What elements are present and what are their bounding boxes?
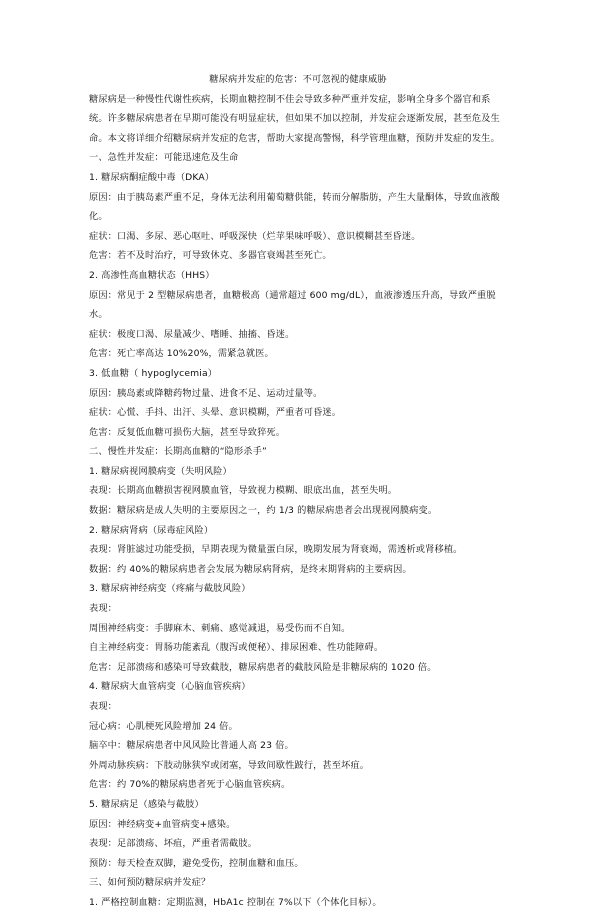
retinopathy-signs: 表现：长期高血糖损害视网膜血管，导致视力模糊、眼底出血，甚至失明。 (89, 485, 398, 497)
document-page (89, 70, 507, 913)
nephropathy-data: 数据：约 40%的糖尿病患者会发展为糖尿病肾病，是终末期肾病的主要病因。 (89, 563, 412, 575)
hypoglycemia-symptoms: 症状：心慌、手抖、出汗、头晕、意识模糊，严重者可昏迷。 (89, 407, 342, 419)
intro-paragraph: 糖尿病是一种慢性代谢性疾病，长期血糖控制不佳会导致多种严重并发症，影响全身多个器官和系统。许多糖尿病患者在早期可能没有明显症状，但如果不加以控制，并发症会逐渐发展，甚至危及生命。本文将详细介绍糖尿病并发症的危害，帮助大家提高警惕，科学管理血糖，预防并发症的发生。 (89, 93, 500, 144)
macrovascular-chd: 冠心病：心肌梗死风险增加 24 倍。 (89, 720, 238, 732)
neuropathy-peripheral: 周围神经病变：手脚麻木、刺痛、感觉减退，易受伤而不自知。 (89, 622, 351, 634)
macrovascular-signs-label: 表现： (89, 701, 118, 712)
document-title: 糖尿病并发症的危害：不可忽视的健康威胁 (209, 74, 387, 85)
subheading-macrovascular: 4. 糖尿病大血管病变（心脑血管疾病） (89, 681, 251, 693)
neuropathy-autonomic: 自主神经病变：胃肠功能紊乱（腹泻或便秘）、排尿困难、性功能障碍。 (89, 642, 384, 654)
macrovascular-pad: 外周动脉疾病：下肢动脉狭窄或闭塞，导致间歇性跛行，甚至坏疽。 (89, 759, 370, 771)
hypoglycemia-harm: 危害：反复低血糖可损伤大脑，甚至导致猝死。 (89, 426, 286, 438)
diabetic-foot-prevention: 预防：每天检查双脚，避免受伤，控制血糖和血压。 (89, 857, 304, 869)
diabetic-foot-cause: 原因：神经病变+血管病变+感染。 (89, 818, 236, 830)
nephropathy-signs: 表现：肾脏滤过功能受损，早期表现为微量蛋白尿，晚期发展为肾衰竭，需透析或肾移植。 (89, 544, 463, 556)
dka-harm: 危害：若不及时治疗，可导致休克、多器官衰竭甚至死亡。 (89, 250, 332, 262)
section-heading-prevention: 三、如何预防糖尿病并发症？ (89, 877, 211, 889)
dka-symptoms: 症状：口渴、多尿、恶心呕吐、呼吸深快（烂苹果味呼吸）、意识模糊甚至昏迷。 (89, 230, 421, 242)
hhs-cause: 原因：常见于 2 型糖尿病患者，血糖极高（通常超过 600 mg/dL），血液渗透压升高，导致严重脱水。 (89, 289, 496, 321)
prevention-item-1: 1. 严格控制血糖：定期监测，HbA1c 控制在 7%以下（个体化目标）。 (89, 896, 382, 908)
subheading-neuropathy: 3. 糖尿病神经病变（疼痛与截肢风险） (89, 583, 251, 595)
macrovascular-harm: 危害：约 70%的糖尿病患者死于心脑血管疾病。 (89, 779, 291, 791)
section-heading-acute: 一、急性并发症：可能迅速危及生命 (89, 152, 239, 164)
subheading-hypoglycemia: 3. 低血糖（ hypoglycemia） (89, 367, 218, 379)
hhs-symptoms: 症状：极度口渴、尿量减少、嗜睡、抽搐、昏迷。 (89, 328, 295, 340)
subheading-retinopathy: 1. 糖尿病视网膜病变（失明风险） (89, 465, 232, 477)
retinopathy-data: 数据：糖尿病是成人失明的主要原因之一，约 1/3 的糖尿病患者会出现视网膜病变。 (89, 505, 438, 517)
subheading-dka: 1. 糖尿病酮症酸中毒（DKA） (89, 171, 215, 183)
neuropathy-harm: 危害：足部溃疡和感染可导致截肢，糖尿病患者的截肢风险是非糖尿病的 1020 倍。 (89, 661, 437, 673)
subheading-hhs: 2. 高渗性高血糖状态（HHS） (89, 269, 215, 281)
dka-cause: 原因：由于胰岛素严重不足，身体无法利用葡萄糖供能，转而分解脂肪，产生大量酮体，导致血液酸化。 (89, 191, 500, 223)
hhs-harm: 危害：死亡率高达 10%20%，需紧急就医。 (89, 348, 274, 360)
section-heading-chronic: 二、慢性并发症：长期高血糖的“隐形杀手” (89, 446, 267, 458)
macrovascular-stroke: 脑卒中：糖尿病患者中风风险比普通人高 23 倍。 (89, 740, 294, 752)
subheading-diabetic-foot: 5. 糖尿病足（感染与截肢） (89, 798, 204, 810)
diabetic-foot-signs: 表现：足部溃疡、坏疽，严重者需截肢。 (89, 838, 258, 850)
hypoglycemia-cause: 原因：胰岛素或降糖药物过量、进食不足、运动过量等。 (89, 387, 323, 399)
neuropathy-signs-label: 表现： (89, 603, 118, 615)
subheading-nephropathy: 2. 糖尿病肾病（尿毒症风险） (89, 524, 214, 536)
